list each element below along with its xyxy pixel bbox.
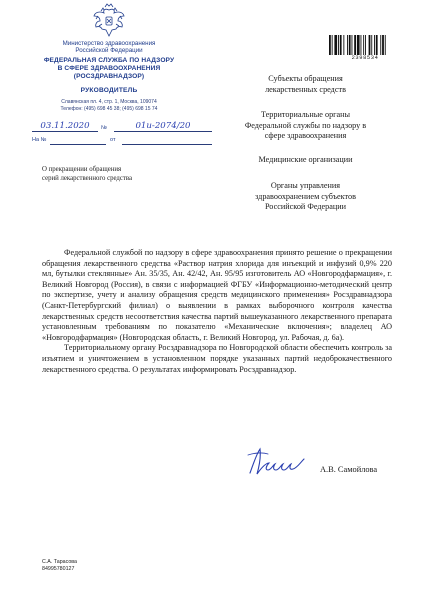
subject-line-2: серий лекарственного средства (42, 175, 132, 182)
reference-number-blank (50, 137, 106, 145)
registration-date: 03.11.2020 (32, 121, 98, 132)
addressee-line: здравоохранением субъектов (255, 191, 356, 201)
addressee-line: сфере здравоохранения (264, 131, 347, 140)
service-name (18, 57, 200, 82)
addressee-block-2 (218, 110, 393, 142)
barcode-number: 2398534 (351, 55, 379, 61)
addressee-line: лекарственных средств (265, 84, 346, 94)
reference-from-label: от (110, 137, 116, 143)
body-paragraph-1: Федеральной службой по надзору в сфере здравоохранения принято решение о прекращении обращения лекарственного средства «Раствор натрия хлорида для инъекций и инфузий 0,9% 220 мл, бутылки стеклянные» Ан. 35/35, Ан. 42/42, Ан. 95/95 изготовитель АО «Новгородфармация», г. Великий Новгород (Россия), в связи с информацией ФГБУ «Информационно-методический центр по экспертизе, учету и анализу обращения средств медицинского применения» Росздравнадзора (Санкт-Петербургский филиал) о выявлении в рамках выборочного контроля качества лекарственных средств несоответствия качества партий вышеуказанного лекарственного препарата установленным требованиям по показателю «Механические включения»; владелец АО «Новгородфармация» (Новгородская область, г. Великий Новгород, ул. Рабочая, д. 6а). (42, 248, 392, 342)
addressee-line: Федеральной службы по надзору в (244, 120, 367, 130)
executor-info (42, 559, 77, 573)
registration-line (30, 121, 220, 135)
russian-coat-of-arms-icon (90, 2, 128, 40)
registration-number: 01и-2074/20 (114, 121, 212, 132)
ministry-line-2: Российской Федерации (75, 47, 143, 55)
barcode (328, 35, 402, 55)
address-line-1: Славянская пл. 4, стр. 1, Москва, 109074 (61, 99, 157, 105)
letterhead-address (18, 99, 200, 113)
executor-phone: 84995780127 (42, 566, 75, 572)
signatory-name: А.В. Самойлова (320, 465, 378, 474)
body-paragraph-2: Территориальному органу Росздравнадзора по Новгородской области обеспечить контроль за изъятием и уничтожением в установленном порядке указанных партий недоброкачественного лекарственного средства. О результатах информировать Росздравнадзор. (42, 343, 392, 374)
addressee-line: Субъекты обращения (268, 74, 343, 83)
letter-subject (42, 165, 192, 183)
ministry-line-1: Министерство здравоохранения (62, 40, 156, 47)
head-title: РУКОВОДИТЕЛЬ (80, 87, 138, 94)
service-line-1: ФЕДЕРАЛЬНАЯ СЛУЖБА ПО НАДЗОРУ (43, 57, 175, 64)
executor-name: С.А. Тарасова (42, 559, 77, 565)
ministry-name (18, 40, 200, 55)
reference-date-blank (122, 137, 212, 145)
addressee-line: Территориальные органы (260, 110, 351, 119)
address-line-2: Телефон: (495) 698 45 38; (495) 698 15 74 (60, 106, 158, 112)
addressee-block-3 (218, 155, 393, 166)
addressee-line: Российской Федерации (264, 202, 347, 211)
addressee-line: Медицинские организации (258, 155, 353, 164)
reference-label: На № (32, 137, 47, 143)
registration-number-label: № (101, 125, 107, 131)
letter-body (42, 248, 392, 375)
handwritten-signature-icon (244, 443, 308, 481)
addressee-line: Органы управления (270, 181, 341, 190)
addressee-block-4 (218, 181, 393, 213)
subject-line-1: О прекращении обращения (42, 166, 122, 173)
service-line-3: (РОСЗДРАВНАДЗОР) (73, 73, 145, 81)
service-line-2: В СФЕРЕ ЗДРАВООХРАНЕНИЯ (57, 65, 161, 73)
addressee-block-1 (218, 74, 393, 95)
reference-line (30, 137, 220, 147)
